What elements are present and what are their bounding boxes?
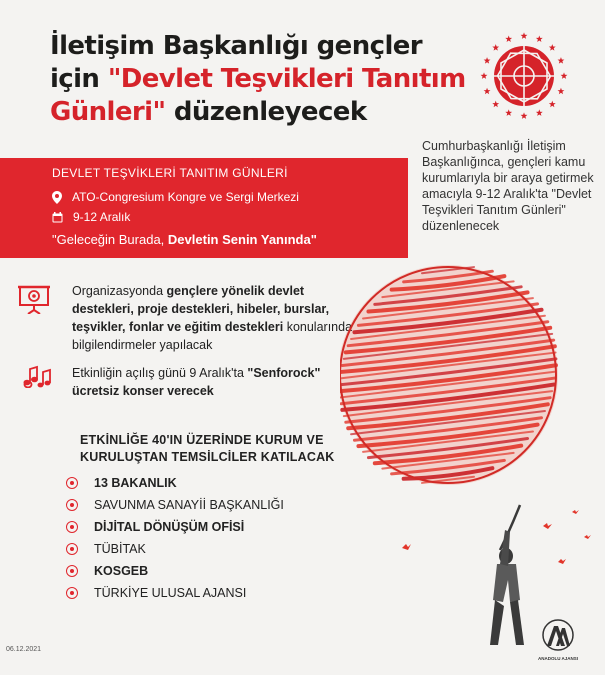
headline-line-2 bbox=[50, 63, 470, 96]
person-silhouette-icon bbox=[490, 530, 524, 645]
emblem-star-icon bbox=[521, 112, 528, 119]
detail-concert-prefix: Etkinliğin açılış günü 9 Aralık'ta bbox=[72, 366, 248, 380]
detail-concert bbox=[22, 364, 352, 400]
detail-organization-text bbox=[72, 282, 358, 354]
publish-date: 06.12.2021 bbox=[6, 646, 42, 653]
emblem-star-icon bbox=[492, 44, 499, 51]
headline-line-2-prefix: için bbox=[50, 64, 108, 94]
illustration-person-holding-sun-icon bbox=[340, 250, 605, 660]
headline-line-3-red: Günleri" bbox=[50, 97, 166, 127]
intro-text: Cumhurbaşkanlığı İletişim Başkanlığınca, gençleri kamu kurumlarıyla bir araya getirmek amacıyla 9-12 Aralık'ta "Devlet Teşvikleri Tanıtım Günleri" düzenlenecek bbox=[422, 139, 594, 233]
emblem-star-icon bbox=[481, 72, 488, 79]
emblem-star-icon bbox=[505, 35, 512, 42]
detail-concert-bold: "Senforock" ücretsiz konser verecek bbox=[72, 366, 321, 398]
emblem-star-icon bbox=[549, 44, 556, 51]
bullet-icon bbox=[66, 477, 78, 489]
emblem-star-icon bbox=[484, 57, 491, 64]
event-dates: 9-12 Aralık bbox=[73, 210, 131, 224]
sun-scribble-icon bbox=[340, 265, 558, 485]
bullet-icon bbox=[66, 521, 78, 533]
list-item-label: SAVUNMA SANAYİİ BAŞKANLIĞI bbox=[94, 498, 284, 512]
detail-organization-bold: gençlere yönelik devlet destekleri, proje destekleri, hibeler, burslar, teşvikler, fonlar ve eğitim destekleri bbox=[72, 284, 330, 334]
presentation-board-icon bbox=[18, 282, 50, 314]
music-notes-icon bbox=[22, 364, 52, 388]
headline-line-1: İletişim Başkanlığı gençler bbox=[50, 31, 423, 61]
birds-icon bbox=[402, 510, 591, 564]
emblem-star-icon bbox=[536, 109, 543, 116]
detail-concert-text bbox=[72, 364, 352, 400]
list-item bbox=[66, 560, 284, 582]
list-item-label: DİJİTAL DÖNÜŞÜM OFİSİ bbox=[94, 520, 245, 534]
event-info-box bbox=[0, 158, 408, 258]
headline bbox=[50, 30, 470, 129]
calendar-icon bbox=[52, 212, 63, 223]
presidency-emblem-icon bbox=[478, 30, 570, 122]
detail-organization-prefix: Organizasyonda bbox=[72, 284, 167, 298]
emblem-star-icon bbox=[492, 101, 499, 108]
participants-title: ETKİNLİĞE 40'IN ÜZERİNDE KURUM VE KURULUŞTAN TEMSİLCİLER KATILACAK bbox=[80, 433, 335, 464]
agency-name: ANADOLU AJANSI bbox=[538, 656, 578, 661]
bullet-icon bbox=[66, 565, 78, 577]
participants-list bbox=[66, 472, 284, 604]
list-item bbox=[66, 472, 284, 494]
event-location: ATO-Congresium Kongre ve Sergi Merkezi bbox=[72, 190, 299, 204]
headline-line-3 bbox=[50, 96, 470, 129]
event-slogan-bold: Devletin Senin Yanında" bbox=[167, 232, 317, 247]
location-pin-icon bbox=[52, 191, 62, 204]
event-title: DEVLET TEŞVİKLERİ TANITIM GÜNLERİ bbox=[52, 166, 288, 180]
event-slogan bbox=[52, 232, 408, 247]
event-slogan-normal: "Geleceğin Burada, bbox=[52, 232, 168, 247]
headline-line-2-red: "Devlet Teşvikleri Tanıtım bbox=[107, 64, 466, 94]
event-dates-row bbox=[52, 210, 408, 224]
headline-line-3-suffix: düzenleyecek bbox=[165, 97, 367, 127]
emblem-star-icon bbox=[549, 101, 556, 108]
event-location-row bbox=[52, 190, 408, 204]
anadolu-agency-logo-icon bbox=[538, 618, 578, 662]
emblem-star-icon bbox=[536, 35, 543, 42]
bullet-icon bbox=[66, 587, 78, 599]
emblem-star-icon bbox=[558, 57, 565, 64]
list-item-label: KOSGEB bbox=[94, 564, 149, 578]
detail-organization bbox=[18, 282, 358, 354]
list-item-label: 13 BAKANLIK bbox=[94, 476, 177, 490]
list-item-label: TÜRKİYE ULUSAL AJANSI bbox=[94, 586, 247, 600]
list-item bbox=[66, 538, 284, 560]
emblem-star-icon bbox=[484, 88, 491, 95]
list-item bbox=[66, 582, 284, 604]
emblem-star-icon bbox=[521, 32, 528, 39]
list-item bbox=[66, 494, 284, 516]
emblem-star-icon bbox=[558, 88, 565, 95]
emblem-star-icon bbox=[561, 72, 568, 79]
bullet-icon bbox=[66, 543, 78, 555]
emblem-star-icon bbox=[505, 109, 512, 116]
bullet-icon bbox=[66, 499, 78, 511]
list-item-label: TÜBİTAK bbox=[94, 542, 146, 556]
list-item bbox=[66, 516, 284, 538]
detail-organization-suffix: konularında bilgilendirmeler yapılacak bbox=[72, 320, 353, 352]
